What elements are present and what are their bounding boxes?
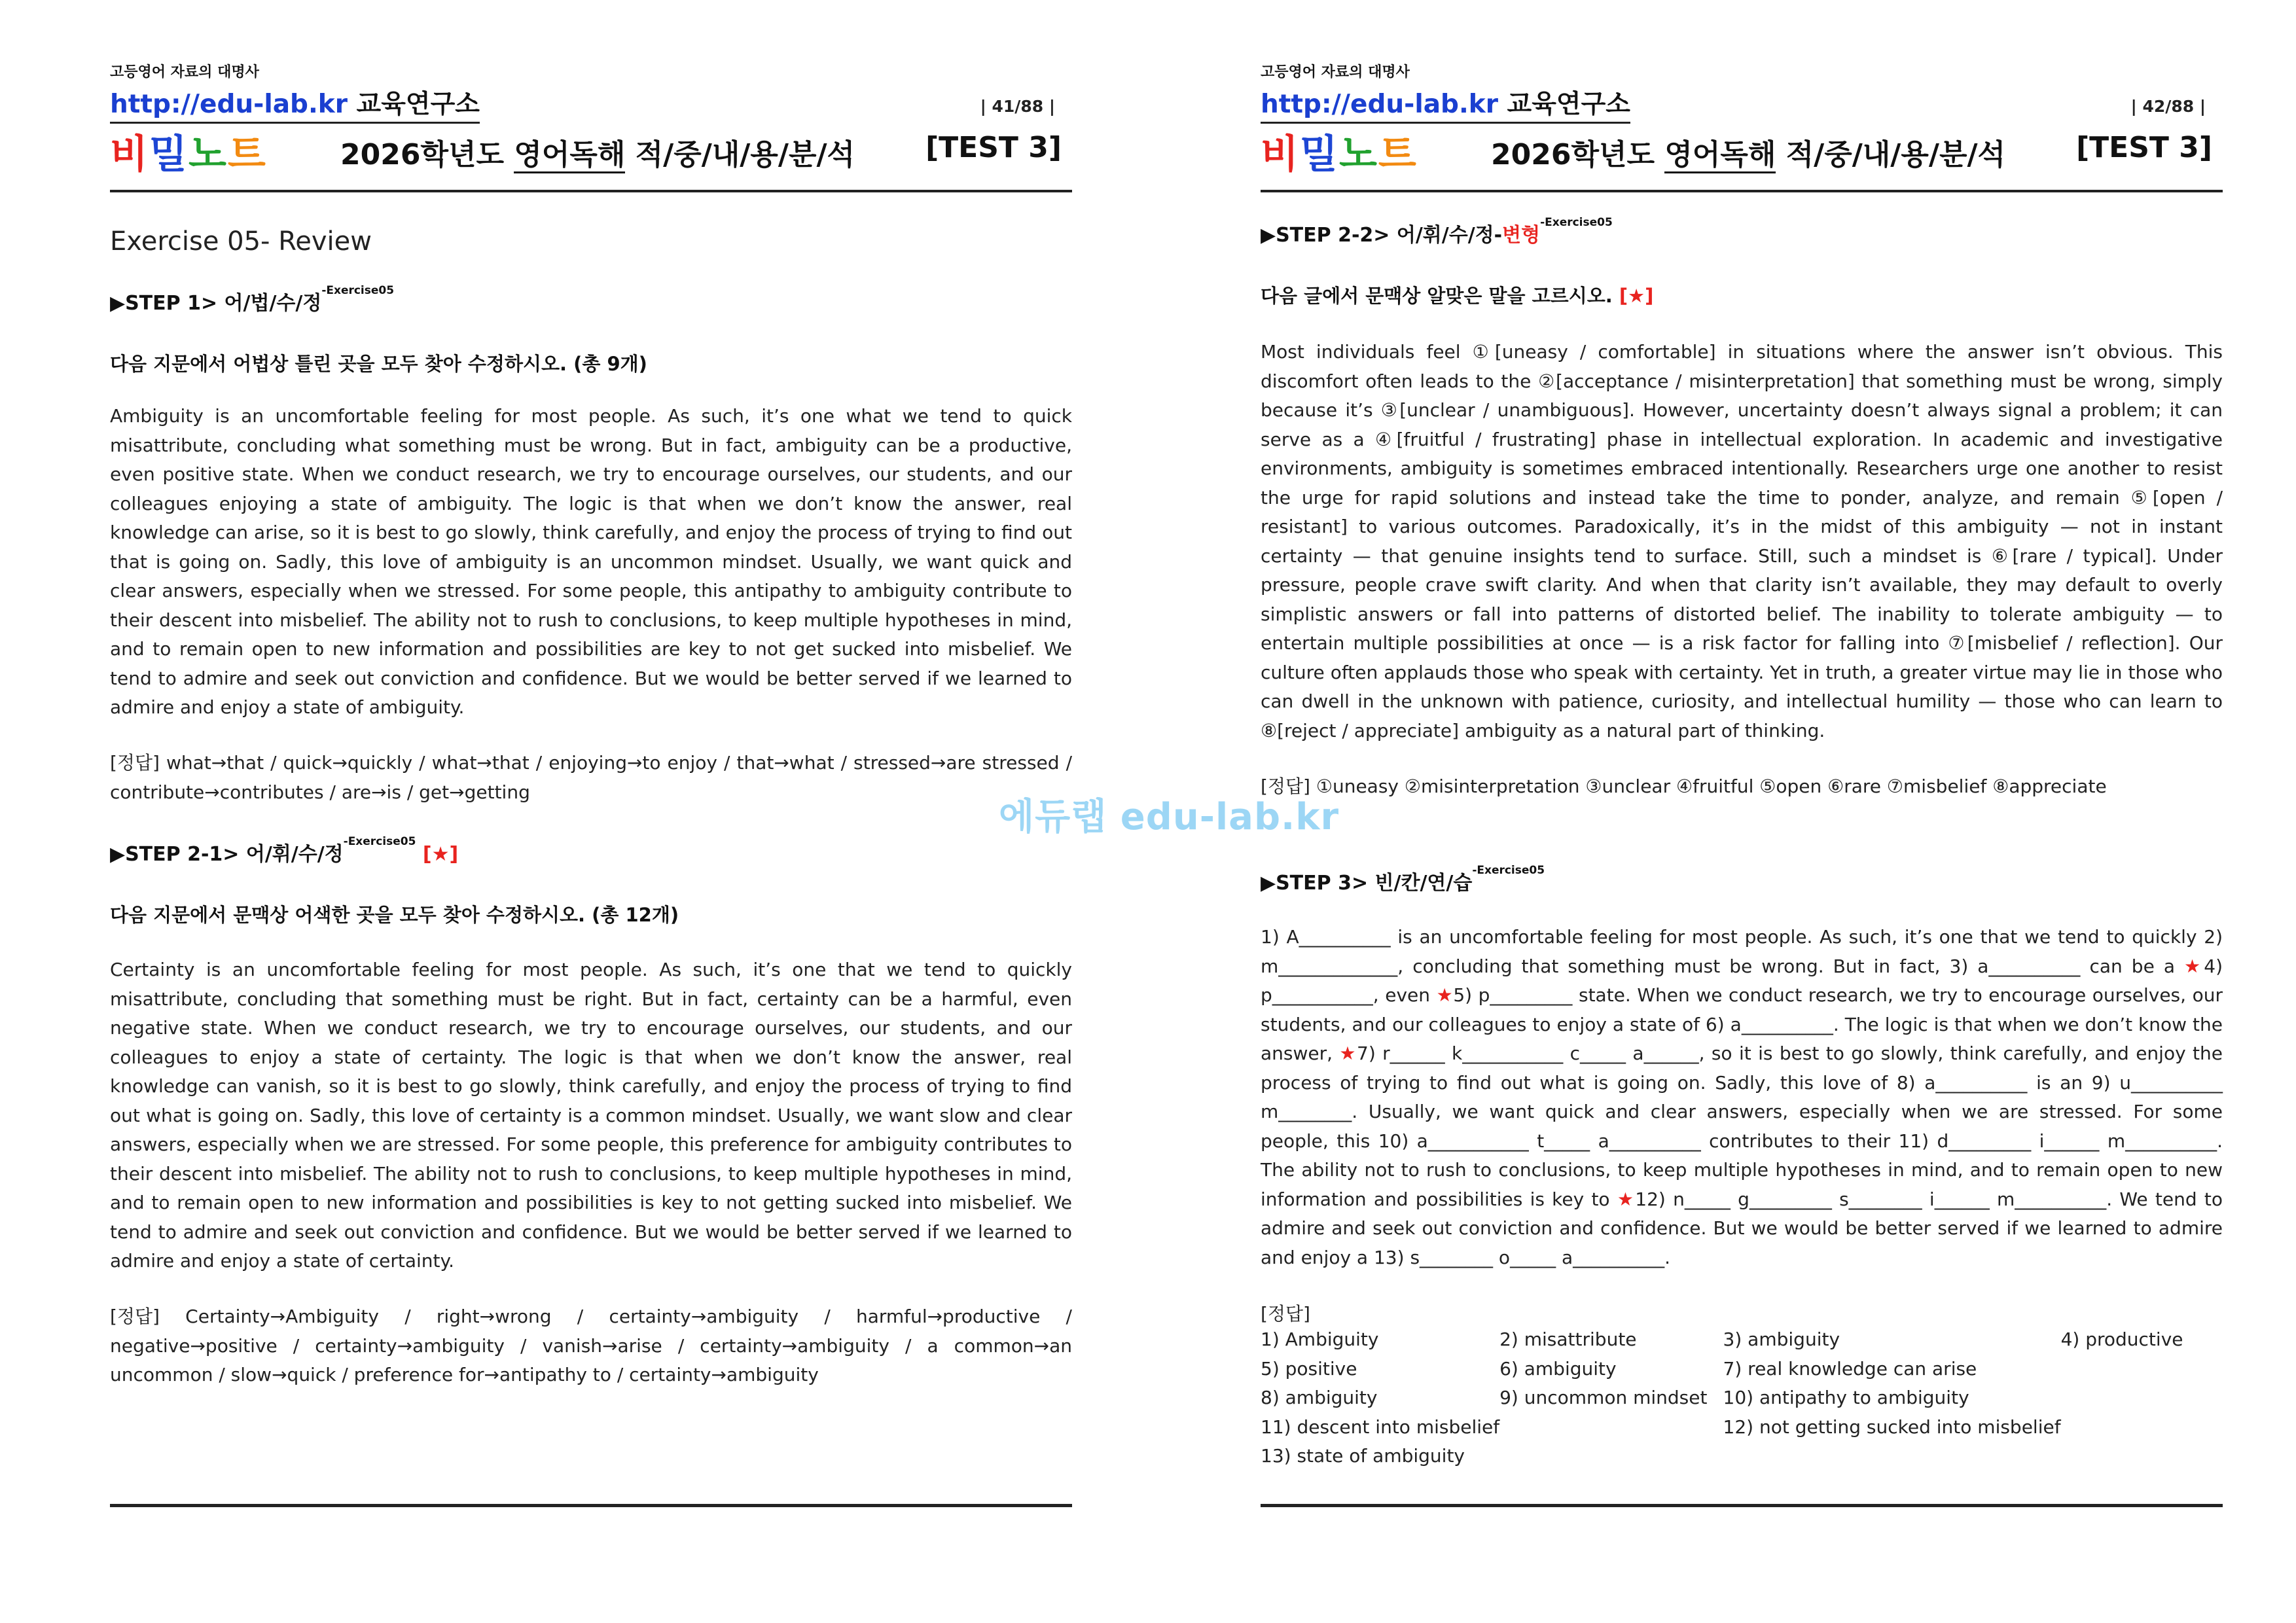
answer-row: 8) ambiguity 9) uncommon mindset 10) antipathy to ambiguity	[1261, 1387, 1969, 1408]
right-page	[1261, 0, 2223, 1623]
step21-answer: [정답] Certainty→Ambiguity / right→wrong / certainty→ambiguity / harmful→productive / negative→positive / certainty→ambiguity / vanish→arise / certainty→ambiguity / a common→an uncommon / slow→quick / preference for→antipathy to / certainty→ambiguity	[110, 1306, 1072, 1385]
brand-logo: 비밀노트	[1261, 132, 1418, 177]
header-divider	[110, 190, 1072, 192]
document-title: 2026학년도 영어독해 적/중/내/용/분/석	[1491, 131, 2005, 173]
left-page	[110, 0, 1072, 1623]
page-number: | 42/88 |	[2130, 97, 2206, 116]
step1-title: ▶STEP 1> 어/법/수/정$^{-Exercise05}$	[110, 284, 395, 315]
lab-name: 교육연구소	[356, 90, 480, 119]
document-title: 2026학년도 영어독해 적/중/내/용/분/석	[340, 131, 855, 173]
step21-question: 다음 지문에서 문맥상 어색한 곳을 모두 찾아 수정하시오. (총 12개)	[110, 904, 679, 926]
lab-name: 교육연구소	[1507, 90, 1630, 119]
test-label: [TEST 3]	[2076, 131, 2212, 164]
brand-logo: 비밀노트	[110, 132, 267, 177]
step1-answer: [정답] what→that / quick→quickly / what→that / enjoying→to enjoy / that→what / stressed→are stressed / contribute→contributes / are→is / get→getting	[110, 752, 1072, 803]
site-link[interactable]	[110, 84, 480, 124]
answer-row: 11) descent into misbelief 12) not getting sucked into misbelief	[1261, 1416, 2061, 1438]
star-icon: ★	[1436, 984, 1454, 1006]
star-icon: ★	[1339, 1043, 1357, 1064]
step22-title: ▶STEP 2-2> 어/휘/수/정-변형$^{-Exercise05}$	[1261, 216, 1613, 247]
step1-question: 다음 지문에서 어법상 틀린 곳을 모두 찾아 수정하시오. (총 9개)	[110, 353, 647, 375]
tagline: 고등영어 자료의 대명사	[110, 64, 259, 80]
step3-passage: 1) A__________ is an uncomfortable feeling for most people. As such, it’s one that we tend to quickly 2) m_____________, concluding that something must be wrong. But in fact, 3) a__________ can be a ★4) p___________, even ★5) p_________ state. When we conduct research, we try to encourage ourselves, our students, and our colleagues to enjoy a state of 6) a__________. The logic is that when we don’t know the answer, ★7) r______ k___________ c_____ a______, so it is best to go slowly, think carefully, and enjoy the process of trying to find out what is going on. Sadly, this love of 8) a__________ is an 9) u__________ m________. Usually, we want quick and clear answers, especially when we are stressed. For some people, this 10) a___________ t_____ a__________ contributes to their 11) d_________ i______ m__________. The ability not to rush to conclusions, to keep multiple hypotheses in mind, and to remain open to new information and possibilities is key to ★12) n_____ g_________ s________ i______ m__________. We tend to admire and seek out conviction and confidence. But we would be better served if we learned to admire and enjoy a 13) s________ o_____ a__________.	[1261, 926, 2223, 1268]
star-icon: ★	[1617, 1188, 1636, 1210]
step21-passage: Certainty is an uncomfortable feeling for most people. As such, it’s one that we tend to quickly misattribute, concluding that something must be right. But in fact, certainty can be a harmful, even negative state. When we conduct research, we try to encourage ourselves, our students, and our colleagues to enjoy a state of certainty. The logic is that when we don’t know the answer, real knowledge can vanish, so it is best to go slowly, think carefully, and enjoy the process of trying to find out what is going on. Sadly, this love of certainty is a common mindset. Usually, we want slow and clear answers, especially when we are stressed. For some people, this preference for ambiguity contributes to their descent into misbelief. The ability not to rush to conclusions, to keep multiple hypotheses in mind, and to remain open to new information and possibilities is key to not getting sucked into misbelief. We tend to admire and seek out conviction and confidence. But we would be better served if we learned to admire and enjoy a state of certainty.	[110, 959, 1072, 1272]
step3-title: ▶STEP 3> 빈/칸/연/습$^{-Exercise05}$	[1261, 864, 1545, 895]
step22-passage: Most individuals feel ①[uneasy / comfortable] in situations where the answer isn’t obvious. This discomfort often leads to the ②[acceptance / misinterpretation] that something must be wrong, simply because it’s ③[unclear / unambiguous]. However, uncertainty doesn’t always signal a problem; it can serve as a ④[fruitful / frustrating] phase in intellectual exploration. In academic and investigative environments, ambiguity is sometimes embraced intentionally. Researchers urge one another to resist the urge for rapid solutions and instead take the time to ponder, analyze, and remain ⑤[open / resistant] to various outcomes. Paradoxically, it’s in the midst of this ambiguity — not in instant certainty — that genuine insights tend to surface. Still, such a mindset is ⑥[rare / typical]. Under pressure, people crave swift clarity. And when that clarity isn’t available, they may default to overly simplistic answers or fall into patterns of distorted belief. The inability to tolerate ambiguity — to entertain multiple possibilities at once — is a risk factor for falling into ⑦[misbelief / reflection]. Our culture often applauds those who speak with certainty. Yet in truth, a greater virtue may lie in those who can dwell in the unknown with patience, curiosity, and intellectual humility — those who can learn to ⑧[reject / appreciate] ambiguity as a natural part of thinking.	[1261, 341, 2223, 741]
watermark: 에듀랩 edu-lab.kr	[999, 796, 1340, 838]
step21-title: ▶STEP 2-1> 어/휘/수/정$^{-Exercise05}$ [★]	[110, 835, 459, 866]
answer-row: 1) Ambiguity 2) misattribute 3) ambiguity 4) productive	[1261, 1329, 2183, 1350]
footer-divider	[110, 1504, 1072, 1507]
step22-question: 다음 글에서 문맥상 알맞은 말을 고르시오. [★]	[1261, 285, 1654, 307]
test-label: [TEST 3]	[925, 131, 1062, 164]
answer-row: 5) positive 6) ambiguity 7) real knowledge can arise	[1261, 1357, 1977, 1380]
exercise-title: Exercise 05- Review	[110, 226, 372, 257]
footer-divider	[1261, 1504, 2223, 1507]
step3-answer-label: [정답]	[1261, 1303, 1310, 1325]
tagline: 고등영어 자료의 대명사	[1261, 64, 1410, 80]
header-divider	[1261, 190, 2223, 192]
page-number: | 41/88 |	[980, 97, 1055, 116]
step3-answer-table	[1261, 1329, 2223, 1474]
step22-answer: [정답] ①uneasy ②misinterpretation ③unclear ④fruitful ⑤open ⑥rare ⑦misbelief ⑧appreciate	[1261, 776, 2107, 797]
star-marker: [★]	[422, 843, 459, 866]
site-link[interactable]	[1261, 84, 1630, 124]
url-text[interactable]: http://edu-lab.kr	[1261, 90, 1498, 119]
star-icon: ★	[2184, 955, 2204, 977]
star-marker: [★]	[1619, 285, 1654, 307]
step1-passage: Ambiguity is an uncomfortable feeling for most people. As such, it’s one what we tend to quick misattribute, concluding what something must be wrong. But in fact, ambiguity can be a productive, even positive state. When we conduct research, we try to encourage ourselves, our students, and our colleagues enjoying a state of ambiguity. The logic is that when we don’t know the answer, real knowledge can arise, so it is best to go slowly, think carefully, and enjoy the process of trying to find out that is going on. Sadly, this love of ambiguity is an uncommon mindset. Usually, we want quick and clear answers, especially when we stressed. For some people, this antipathy to ambiguity contribute to their descent into misbelief. The ability not to rush to conclusions, to keep multiple hypotheses in mind, and to remain open to new information and possibilities are key to not get sucked into misbelief. We tend to admire and seek out conviction and confidence. But we would be better served if we learned to admire and enjoy a state of ambiguity.	[110, 405, 1072, 718]
answer-row: 13) state of ambiguity	[1261, 1445, 1465, 1467]
url-text[interactable]: http://edu-lab.kr	[110, 90, 348, 119]
